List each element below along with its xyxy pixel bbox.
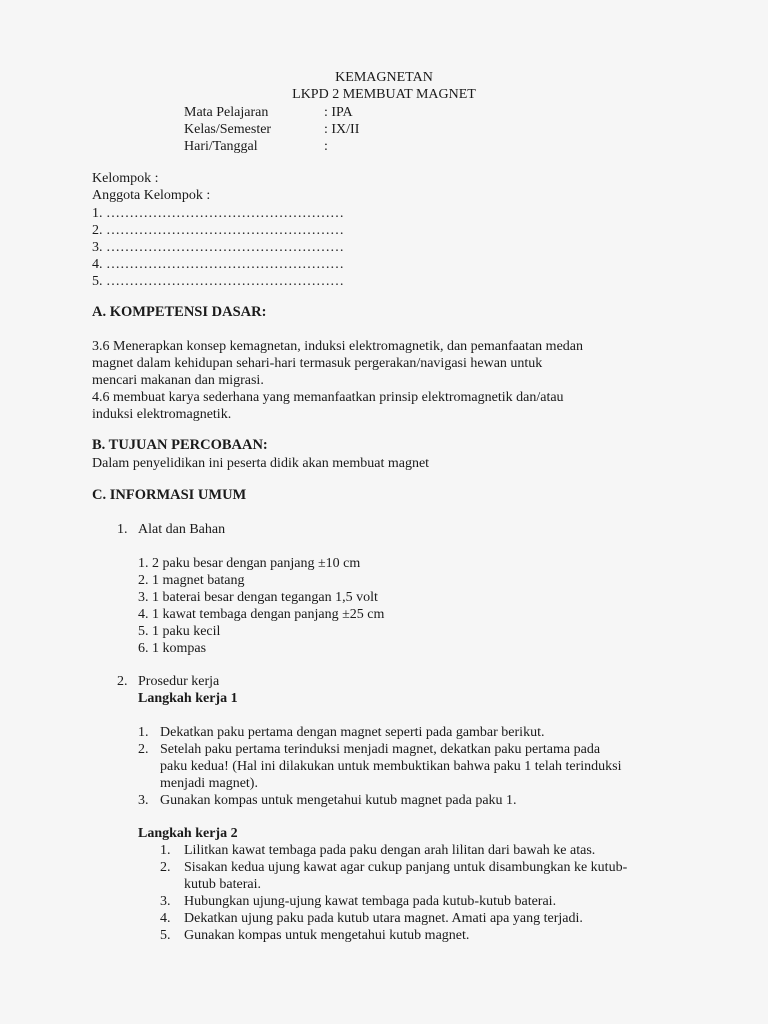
subheading-langkah-2: Langkah kerja 2: [138, 826, 238, 841]
meta-row: [184, 104, 353, 121]
step-text: Hubungkan ujung-ujung kawat tembaga pada kutub-kutub baterai.: [184, 894, 557, 909]
list-number: 1.: [117, 522, 128, 537]
list-number: 2.: [117, 674, 128, 689]
member-line: 4. ……………………………………………: [92, 257, 344, 272]
paragraph-line: 4.6 membuat karya sederhana yang memanfaatkan prinsip elektromagnetik dan/atau: [92, 390, 564, 405]
step-text: Dekatkan ujung paku pada kutub utara magnet. Amati apa yang terjadi.: [184, 911, 583, 926]
section-heading-b: B. TUJUAN PERCOBAAN:: [92, 437, 268, 453]
paragraph-line: Dalam penyelidikan ini peserta didik akan membuat magnet: [92, 456, 430, 471]
material-item: 1. 2 paku besar dengan panjang ±10 cm: [138, 556, 361, 571]
material-item: 5. 1 paku kecil: [138, 624, 221, 639]
step-text: Gunakan kompas untuk mengetahui kutub magnet.: [184, 928, 470, 943]
step-text: Setelah paku pertama terinduksi menjadi magnet, dekatkan paku pertama pada: [160, 742, 601, 757]
paragraph-line: magnet dalam kehidupan sehari-hari termasuk pergerakan/navigasi hewan untuk: [92, 356, 543, 371]
meta-label: Mata Pelajaran: [184, 105, 269, 120]
step-number: 2.: [160, 860, 171, 875]
meta-row: [184, 138, 328, 155]
member-line: 2. ……………………………………………: [92, 223, 344, 238]
material-item: 6. 1 kompas: [138, 641, 207, 656]
step-number: 1.: [138, 725, 149, 740]
step-number: 5.: [160, 928, 171, 943]
meta-value: : IPA: [324, 105, 353, 120]
step-text: Sisakan kedua ujung kawat agar cukup panjang untuk disambungkan ke kutub-: [184, 860, 628, 875]
step-text: kutub baterai.: [184, 877, 261, 892]
step-text: Gunakan kompas untuk mengetahui kutub magnet pada paku 1.: [160, 793, 517, 808]
meta-value: : IX/II: [324, 122, 360, 137]
meta-label: Hari/Tanggal: [184, 139, 258, 154]
section-heading-a: A. KOMPETENSI DASAR:: [92, 304, 267, 320]
step-text: paku kedua! (Hal ini dilakukan untuk membuktikan bahwa paku 1 telah terinduksi: [160, 759, 622, 774]
material-item: 3. 1 baterai besar dengan tegangan 1,5 volt: [138, 590, 378, 605]
paragraph-line: 3.6 Menerapkan konsep kemagnetan, induksi elektromagnetik, dan pemanfaatan medan: [92, 339, 583, 354]
subheading-langkah-1: Langkah kerja 1: [138, 691, 238, 706]
meta-row: [184, 121, 359, 138]
step-number: 1.: [160, 843, 171, 858]
step-text: menjadi magnet).: [160, 776, 258, 791]
step-number: 3.: [138, 793, 149, 808]
material-item: 4. 1 kawat tembaga dengan panjang ±25 cm: [138, 607, 385, 622]
step-text: Lilitkan kawat tembaga pada paku dengan arah lilitan dari bawah ke atas.: [184, 843, 596, 858]
step-number: 3.: [160, 894, 171, 909]
section-heading-c: C. INFORMASI UMUM: [92, 487, 247, 503]
step-number: 2.: [138, 742, 149, 757]
meta-value: :: [324, 139, 328, 154]
material-item: 2. 1 magnet batang: [138, 573, 245, 588]
step-number: 4.: [160, 911, 171, 926]
document-title: KEMAGNETAN: [335, 70, 433, 85]
member-line: 5. ……………………………………………: [92, 274, 344, 289]
list-item-title: Alat dan Bahan: [138, 522, 226, 537]
paragraph-line: induksi elektromagnetik.: [92, 407, 232, 422]
meta-label: Kelas/Semester: [184, 122, 272, 137]
paragraph-line: mencari makanan dan migrasi.: [92, 373, 264, 388]
members-label: Anggota Kelompok :: [92, 188, 211, 203]
member-line: 1. ……………………………………………: [92, 206, 344, 221]
list-item-title: Prosedur kerja: [138, 674, 220, 689]
member-line: 3. ……………………………………………: [92, 240, 344, 255]
group-label: Kelompok :: [92, 171, 159, 186]
step-text: Dekatkan paku pertama dengan magnet seperti pada gambar berikut.: [160, 725, 545, 740]
document-subtitle: LKPD 2 MEMBUAT MAGNET: [292, 87, 476, 102]
